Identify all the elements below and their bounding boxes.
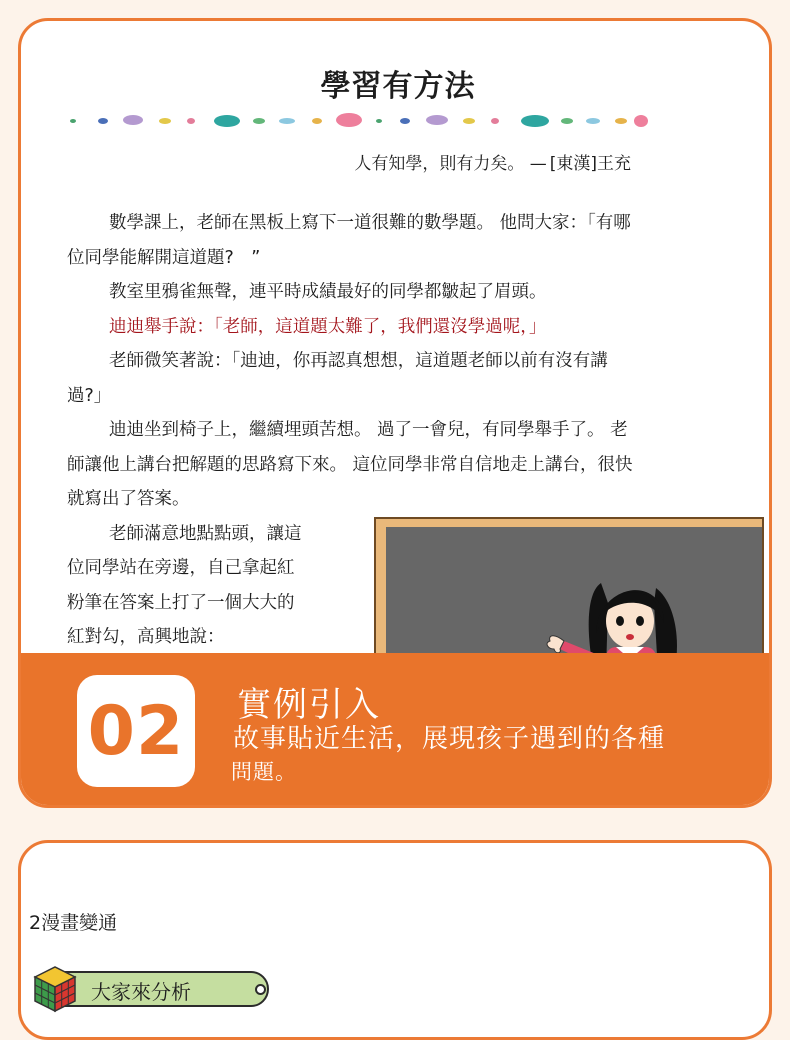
story-paragraph: 老師微笑著說：「迪迪，你再認真想想，這道題老師以前有沒有講過?」 — [67, 351, 608, 406]
story-paragraph: 老師滿意地點點頭，讓這位同學站在旁邊，自己拿起紅粉筆在答案上打了一個大大的紅對勾，高興地說： — [67, 523, 302, 647]
banner-heading: 實例引入 — [237, 685, 381, 725]
analysis-tag-label: 大家來分析 — [91, 980, 191, 1004]
section-title: 2漫畫變通 — [29, 912, 118, 934]
page-title: 學習有方法 — [320, 69, 476, 104]
quote-text: 人有知學，則有力矣。 — [354, 154, 525, 174]
section-number-badge: 02 — [77, 675, 195, 787]
rubiks-cube-icon — [29, 963, 81, 1013]
tag-hole-icon — [255, 984, 266, 995]
dotted-divider — [69, 111, 649, 131]
comic-section-card — [18, 840, 772, 1040]
story-paragraph-highlight: 迪迪舉手說：「老師，這道題太難了，我們還沒學過呢，」 — [109, 316, 547, 337]
lesson-card — [18, 18, 772, 808]
banner-description-line: 故事貼近生活，展現孩子遇到的各種 — [233, 724, 666, 754]
story-paragraph: 教室里鴉雀無聲，連平時成績最好的同學都皺起了眉頭。 — [109, 282, 547, 302]
epigraph-quote — [354, 149, 631, 174]
quote-dash: — — [529, 154, 544, 174]
banner-description — [231, 723, 701, 789]
story-paragraph: 數學課上，老師在黑板上寫下一道很難的數學題。 他問大家：「有哪位同學能解開這道題? ” — [67, 213, 631, 268]
banner-description-line: 問題。 — [231, 760, 297, 784]
feature-banner — [21, 653, 772, 808]
quote-source: [東漢]王充 — [549, 154, 631, 174]
story-paragraph: 迪迪坐到椅子上，繼續埋頭苦想。 過了一會兒，有同學舉手了。 老師讓他上講台把解題的思路寫下來。 這位同學非常自信地走上講台，很快就寫出了答案。 — [67, 420, 633, 509]
